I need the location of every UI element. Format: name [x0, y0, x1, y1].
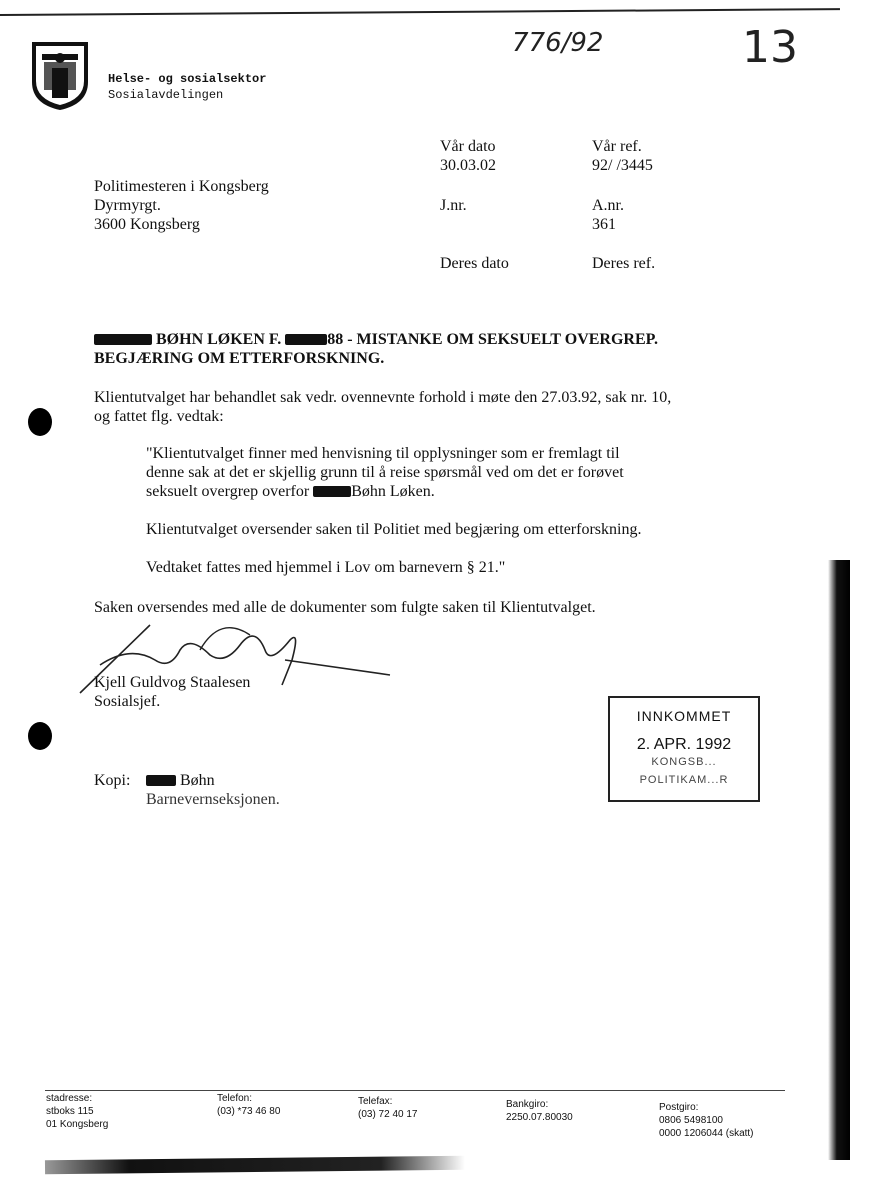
handwritten-case-number: 776/92 — [512, 28, 604, 58]
quote-paragraph-3: Vedtaket fattes med hjemmel i Lov om barnevern § 21." — [146, 559, 506, 576]
footer-bankgiro — [506, 1098, 573, 1124]
stamp-title: INNKOMMET — [636, 708, 732, 724]
footer-postgiro — [659, 1101, 754, 1140]
scan-bottom-shadow — [45, 1156, 465, 1174]
subject-topic: 88 - MISTANKE OM SEKSUELT OVERGREP. — [327, 331, 658, 348]
footer-divider — [45, 1090, 785, 1091]
anr-value: 361 — [592, 216, 616, 233]
redaction-block — [313, 486, 351, 497]
var-ref-label: Vår ref. — [592, 138, 642, 155]
quote-paragraph-2: Klientutvalget oversender saken til Politiet med begjæring om etterforskning. — [146, 521, 642, 538]
recipient-name: Politimesteren i Kongsberg — [94, 178, 269, 195]
subject-line-2: BEGJÆRING OM ETTERFORSKNING. — [94, 350, 385, 367]
letterhead-department: Sosialavdelingen — [108, 88, 224, 102]
address-line-1: stboks 115 — [46, 1106, 94, 1117]
handwritten-page-number: 13 — [742, 22, 798, 73]
quote-line-3 — [146, 482, 435, 501]
punch-hole — [28, 408, 52, 436]
punch-hole — [28, 722, 52, 750]
coat-of-arms-logo — [30, 40, 90, 117]
deres-ref-label: Deres ref. — [592, 255, 656, 272]
footer-fax — [358, 1095, 418, 1121]
recipient-street: Dyrmyrgt. — [94, 197, 161, 214]
jnr-label: J.nr. — [440, 197, 467, 214]
quote-line-1: "Klientutvalget finner med henvisning til opplysninger som er fremlagt til — [146, 445, 620, 462]
copy-label: Kopi: — [94, 772, 131, 789]
body-paragraph-1-cont: og fattet flg. vedtak: — [94, 408, 224, 425]
redaction-block — [146, 775, 176, 786]
stamp-date: 2. APR. 1992 — [636, 736, 732, 753]
footer-address — [46, 1092, 108, 1131]
deres-dato-label: Deres dato — [440, 255, 509, 272]
stamp-office: POLITIKAM...R — [639, 774, 729, 786]
received-stamp — [608, 696, 760, 802]
var-dato-label: Vår dato — [440, 138, 496, 155]
phone-value: (03) *73 46 80 — [217, 1106, 281, 1117]
var-ref-value: 92/ /3445 — [592, 157, 653, 174]
scan-edge-shadow — [828, 560, 850, 1160]
fax-label: Telefax: — [358, 1096, 393, 1107]
subject-name: BØHN LØKEN F. — [156, 331, 282, 348]
anr-label: A.nr. — [592, 197, 624, 214]
signatory-name: Kjell Guldvog Staalesen — [94, 674, 251, 691]
footer-phone — [217, 1092, 280, 1118]
redaction-block — [285, 334, 327, 345]
var-dato-value: 30.03.02 — [440, 157, 496, 174]
redaction-block — [94, 334, 152, 345]
recipient-city: 3600 Kongsberg — [94, 216, 200, 233]
quote-line-2: denne sak at det er skjellig grunn til å reise spørsmål ved om det er forøvet — [146, 464, 624, 481]
copy-recipient — [146, 771, 215, 790]
copy-name: Bøhn — [180, 772, 215, 789]
signatory-title: Sosialsjef. — [94, 693, 161, 710]
address-label: stadresse: — [46, 1093, 93, 1104]
postgiro-value-2: 0000 1206044 (skatt) — [659, 1128, 754, 1139]
subject-line-1 — [94, 330, 658, 349]
bankgiro-value: 2250.07.80030 — [506, 1112, 573, 1123]
copy-department: Barnevernseksjonen. — [146, 791, 280, 808]
fax-value: (03) 72 40 17 — [358, 1109, 418, 1120]
stamp-location: KONGSB... — [651, 756, 717, 768]
bankgiro-label: Bankgiro: — [506, 1099, 549, 1110]
postgiro-label: Postgiro: — [659, 1102, 699, 1113]
postgiro-value-1: 0806 5498100 — [659, 1115, 723, 1126]
quote-line-3-start: seksuelt overgrep overfor — [146, 483, 310, 500]
quote-line-3-end: Bøhn Løken. — [351, 483, 435, 500]
phone-label: Telefon: — [217, 1093, 253, 1104]
closing-sentence: Saken oversendes med alle de dokumenter som fulgte saken til Klientutvalget. — [94, 599, 596, 616]
address-line-2: 01 Kongsberg — [46, 1119, 109, 1130]
letterhead-sector: Helse- og sosialsektor — [108, 72, 267, 86]
body-paragraph-1: Klientutvalget har behandlet sak vedr. ovennevnte forhold i møte den 27.03.92, sak nr. 10, — [94, 389, 672, 406]
scan-edge-line — [0, 8, 840, 16]
